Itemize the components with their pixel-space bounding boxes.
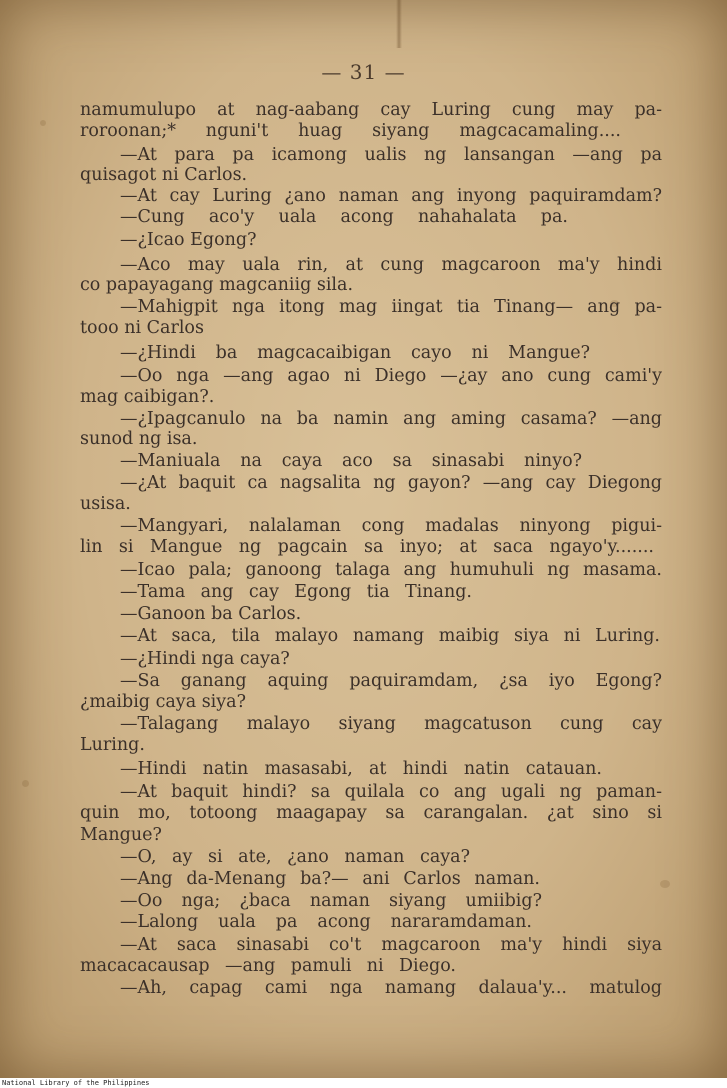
text-line: —Ang da-Menang ba?— ani Carlos naman. [120,869,540,889]
footer-bar [0,1078,727,1088]
text-line: —At cay Luring ¿ano naman ang inyong paquiramdam? [120,186,662,206]
text-line: —Tama ang cay Egong tia Tinang. [120,582,472,602]
text-line: —¿At baquit ca nagsalita ng gayon? —ang cay Diegong [120,473,662,493]
text-line: —Talagang malayo siyang magcatuson cung cay [120,714,662,734]
paper-spot [40,120,46,126]
text-line: —Icao pala; ganoong talaga ang humuhuli ng masama. [120,560,662,580]
text-line: sunod ng isa. [80,429,198,449]
page-number: — 31 — [321,60,406,84]
text-line: mag caibigan?. [80,387,215,407]
text-line: tooo ni Carlos [80,318,204,338]
paper-spot [22,780,29,787]
text-line: —Sa ganang aquing paquiramdam, ¿sa iyo Egong? [120,671,662,691]
paper-spot [660,880,670,888]
text-line: —Ganoon ba Carlos. [120,604,302,624]
text-line: usisa. [80,494,131,514]
text-line: —At baquit hindi? sa quilala co ang ugali ng paman- [120,782,662,802]
text-line: namumulupo at nag-aabang cay Luring cung may pa- [80,100,662,120]
text-line: —At para pa icamong ualis ng lansangan —ang pa [120,145,662,165]
text-line: co papayagang magcaniig sila. [80,275,354,295]
text-line: —¿Ipagcanulo na ba namin ang aming casama? —ang [120,409,662,429]
text-line: —¿Hindi nga caya? [120,649,290,669]
text-line: —Oo nga; ¿baca naman siyang umiibig? [120,891,542,911]
text-line: —Oo nga —ang agao ni Diego —¿ay ano cung cami'y [120,366,662,386]
text-line: ¿maibig caya siya? [80,692,246,712]
text-line: —O, ay si ate, ¿ano naman caya? [120,847,470,867]
text-line: —¿Icao Egong? [120,230,257,250]
footer-credit: National Library of the Philippines [2,1079,150,1087]
text-line: Luring. [80,735,145,755]
text-line: —Ah, capag cami nga namang dalaua'y... matulog [120,978,662,998]
text-line: —Cung aco'y uala acong nahahalata pa. [120,207,568,227]
text-line: —At saca sinasabi co't magcaroon ma'y hindi siya [120,935,662,955]
text-line: —Maniuala na caya aco sa sinasabi ninyo? [120,451,582,471]
page-fold [396,0,402,48]
text-line: —Hindi natin masasabi, at hindi natin catauan. [120,759,602,779]
text-line: macacacausap —ang pamuli ni Diego. [80,956,456,976]
text-line: quin mo, totoong maagapay sa carangalan. ¿at sino si [80,803,662,823]
text-line: —At saca, tila malayo namang maibig siya ni Luring. [120,626,660,646]
text-line: Mangue? [80,825,162,845]
text-line: —Mahigpit nga itong mag iingat tia Tinang— ang pa- [120,297,662,317]
text-line: —Lalong uala pa acong nararamdaman. [120,912,532,932]
text-line: quisagot ni Carlos. [80,165,248,185]
text-line: —Aco may uala rin, at cung magcaroon ma'y hindi [120,255,662,275]
text-line: lin si Mangue ng pagcain sa inyo; at saca ngayo'y....... [80,537,654,557]
text-line: —Mangyari, nalalaman cong madalas ninyong pigui- [120,516,662,536]
text-line: roroonan;* nguni't huag siyang magcacamaling.... [80,121,621,141]
text-line: —¿Hindi ba magcacaibigan cayo ni Mangue? [120,343,590,363]
